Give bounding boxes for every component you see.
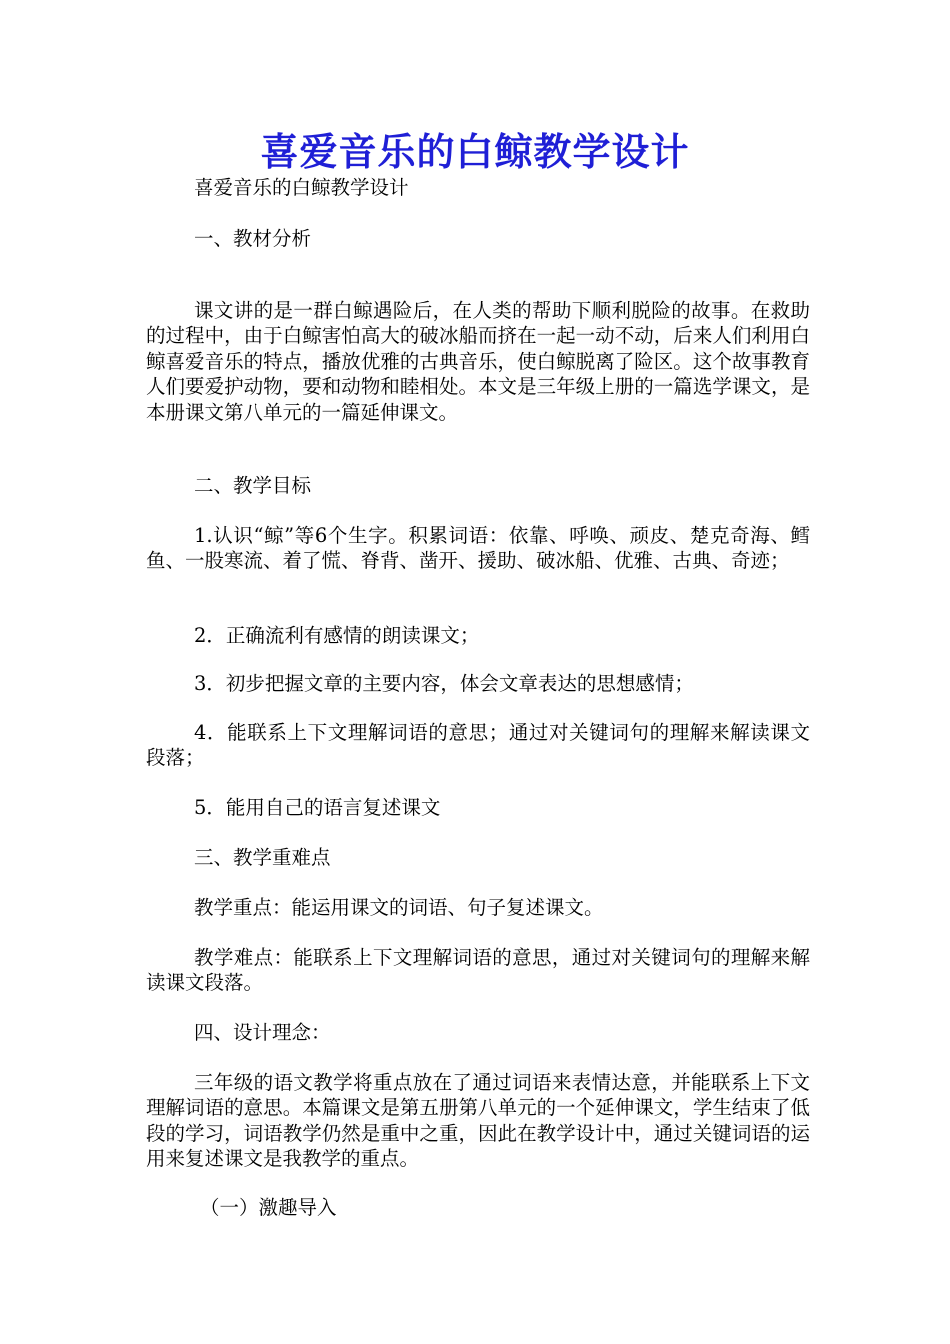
difficult-point-paragraph: 教学难点：能联系上下文理解词语的意思，通过对关键词句的理解来解读课文段落。: [146, 946, 810, 995]
section-heading-2: 二、教学目标: [194, 474, 312, 497]
section-heading-4: 四、设计理念：: [194, 1021, 331, 1044]
objective-2: 2．正确流利有感情的朗读课文；: [194, 624, 480, 647]
objective-3: 3．初步把握文章的主要内容，体会文章表达的思想感情；: [194, 672, 694, 695]
objective-5: 5．能用自己的语言复述课文: [194, 796, 441, 819]
subtitle-paragraph: 喜爱音乐的白鲸教学设计: [194, 176, 409, 199]
body-paragraph-1: 课文讲的是一群白鲸遇险后，在人类的帮助下顺利脱险的故事。在救助的过程中，由于白鲸害怕高大的破冰船而挤在一起一动不动，后来人们利用白鲸喜爱音乐的特点，播放优雅的古典音乐，使白鲸脱离了险区。这个故事教育人们要爱护动物，要和动物和睦相处。本文是三年级上册的一篇选学课文，是本册课文第八单元的一篇延伸课文。: [146, 299, 810, 424]
key-point-paragraph: 教学重点：能运用课文的词语、句子复述课文。: [194, 896, 604, 919]
document-title: 喜爱音乐的白鲸教学设计: [260, 129, 690, 174]
section-heading-3: 三、教学重难点: [194, 846, 331, 869]
body-paragraph-2: 三年级的语文教学将重点放在了通过词语来表情达意，并能联系上下文理解词语的意思。本篇课文是第五册第八单元的一个延伸课文，学生结束了低段的学习，词语教学仍然是重中之重，因此在教学设计中，通过关键词语的运用来复述课文是我教学的重点。: [146, 1071, 810, 1171]
objective-1: 1.认识“鲸”等6个生字。积累词语：依靠、呼唤、顽皮、楚克奇海、鳕鱼、一股寒流、着了慌、脊背、凿开、援助、破冰船、优雅、古典、奇迹；: [146, 524, 810, 573]
section-heading-1: 一、教材分析: [194, 227, 312, 250]
objective-4: 4．能联系上下文理解词语的意思；通过对关键词句的理解来解读课文段落；: [146, 721, 810, 770]
sub-heading-1: （一）激趣导入: [200, 1196, 337, 1219]
